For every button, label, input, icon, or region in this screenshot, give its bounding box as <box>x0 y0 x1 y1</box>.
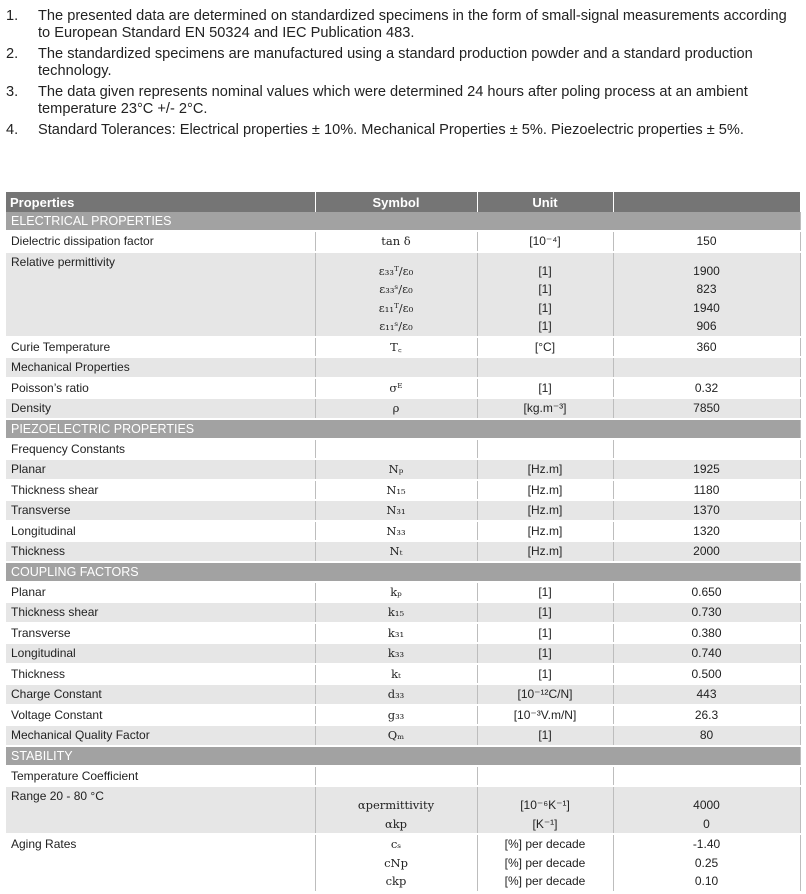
symbol-cell-line <box>321 358 472 377</box>
table-row <box>6 643 800 664</box>
header-unit: Unit <box>477 192 613 212</box>
value-cell-line: 823 <box>696 282 717 296</box>
property-name: Voltage Constant <box>6 705 315 726</box>
table-row <box>6 623 800 644</box>
value-cell-line: 0.740 <box>691 646 722 660</box>
table-row <box>6 480 800 501</box>
value-cell-line: 150 <box>696 234 717 248</box>
property-name: Planar <box>6 459 315 480</box>
value-cell <box>613 459 800 480</box>
table-row <box>6 786 800 834</box>
unit-cell <box>477 725 613 746</box>
note-item <box>6 122 796 139</box>
table-row <box>6 500 800 521</box>
value-cell <box>613 834 800 892</box>
table-row <box>6 705 800 726</box>
unit-cell <box>477 337 613 358</box>
unit-cell <box>477 786 613 834</box>
value-cell <box>613 705 800 726</box>
table-row <box>6 459 800 480</box>
symbol-cell-line: d₃₃ <box>387 687 405 701</box>
unit-cell-line: [10⁻¹²C/N] <box>517 687 573 701</box>
section-row <box>6 212 800 231</box>
section-row <box>6 562 800 582</box>
symbol-cell <box>315 252 477 337</box>
notes-list <box>6 8 796 143</box>
value-cell-line: 0.650 <box>691 584 722 599</box>
unit-cell <box>477 398 613 419</box>
symbol-cell-line: ε₁₁ᵀ/ε₀ <box>378 300 414 315</box>
value-cell-line: 0.25 <box>694 855 719 870</box>
note-number: 2. <box>6 46 19 62</box>
table-row <box>6 602 800 623</box>
property-name: Transverse <box>6 623 315 644</box>
value-cell-line: 1320 <box>693 523 720 538</box>
symbol-cell <box>315 541 477 562</box>
symbol-cell-line: kₜ <box>391 666 401 681</box>
unit-cell-line: [%] per decade <box>504 855 586 870</box>
unit-cell-line: [Hz.m] <box>527 482 563 497</box>
properties-table <box>6 192 801 893</box>
unit-cell-line: [%] per decade <box>504 837 586 851</box>
value-cell <box>613 766 800 787</box>
value-cell-line: 0.380 <box>691 625 722 640</box>
unit-cell-line: [%] per decade <box>504 874 586 888</box>
unit-cell-line: [10⁻⁴] <box>529 234 561 248</box>
symbol-cell-line: ε₁₁ˢ/ε₀ <box>379 319 413 333</box>
header-symbol: Symbol <box>315 192 477 212</box>
unit-cell <box>477 378 613 399</box>
unit-cell <box>477 231 613 252</box>
symbol-cell <box>315 602 477 623</box>
property-name: Mechanical Quality Factor <box>6 725 315 746</box>
unit-cell-line: [1] <box>538 584 552 599</box>
symbol-cell-line: σᴱ <box>389 380 403 395</box>
unit-cell-line: [1] <box>538 605 552 619</box>
property-name: Frequency Constants <box>6 439 315 460</box>
note-text: Standard Tolerances: Electrical properties ± 10%. Mechanical Properties ± 5%. Piezoelectric properties ± 5%. <box>38 122 744 138</box>
unit-cell-line: [1] <box>538 380 552 395</box>
table-row <box>6 725 800 746</box>
symbol-cell <box>315 705 477 726</box>
unit-cell-line: [1] <box>538 263 552 278</box>
section-label: ELECTRICAL PROPERTIES <box>6 212 800 231</box>
table-row <box>6 378 800 399</box>
property-name: Longitudinal <box>6 521 315 542</box>
table-row <box>6 439 800 460</box>
value-cell-line: -1.40 <box>692 837 721 851</box>
unit-cell-line: [1] <box>538 728 552 742</box>
symbol-cell-line: N₃₁ <box>386 503 406 517</box>
property-name: Thickness <box>6 664 315 685</box>
unit-cell <box>477 480 613 501</box>
property-name: Temperature Coefficient <box>6 766 315 787</box>
symbol-cell <box>315 766 477 787</box>
property-name: Charge Constant <box>6 684 315 705</box>
value-cell <box>613 378 800 399</box>
section-label: PIEZOELECTRIC PROPERTIES <box>6 419 800 439</box>
unit-cell <box>477 521 613 542</box>
table-row <box>6 521 800 542</box>
note-text: The presented data are determined on standardized specimens in the form of small-signal measurements according to European Standard EN 50324 and IEC Publication 483. <box>38 8 787 41</box>
table-header-row <box>6 192 800 212</box>
value-cell-line: 2000 <box>693 544 720 558</box>
value-cell <box>613 684 800 705</box>
value-cell <box>613 786 800 834</box>
unit-cell <box>477 705 613 726</box>
symbol-cell-line: ε₃₃ˢ/ε₀ <box>379 282 413 296</box>
unit-cell-line: [K⁻¹] <box>532 816 558 831</box>
unit-cell <box>477 541 613 562</box>
property-name: Range 20 - 80 °C <box>6 786 315 834</box>
value-cell-line: 7850 <box>693 401 720 415</box>
property-name: Aging Rates <box>6 834 315 892</box>
symbol-cell-line: cₛ <box>390 837 402 851</box>
unit-cell-line: [Hz.m] <box>527 523 563 538</box>
table-row <box>6 834 800 892</box>
value-cell-line: 0 <box>703 816 710 831</box>
unit-cell-line: [1] <box>538 282 552 296</box>
unit-cell <box>477 766 613 787</box>
note-number: 3. <box>6 84 19 100</box>
property-name: Transverse <box>6 500 315 521</box>
value-cell <box>613 231 800 252</box>
note-item <box>6 84 796 118</box>
symbol-cell <box>315 378 477 399</box>
symbol-cell <box>315 337 477 358</box>
unit-cell <box>477 602 613 623</box>
value-cell <box>613 725 800 746</box>
unit-cell <box>477 500 613 521</box>
section-label: STABILITY <box>6 746 800 766</box>
unit-cell-line: [1] <box>538 625 552 640</box>
value-cell <box>613 602 800 623</box>
value-cell <box>613 252 800 337</box>
property-name: Relative permittivity <box>6 252 315 337</box>
value-cell <box>613 500 800 521</box>
value-cell <box>613 582 800 603</box>
symbol-cell <box>315 643 477 664</box>
symbol-cell <box>315 834 477 892</box>
value-cell-line: 0.500 <box>691 666 722 681</box>
value-cell-line: 0.730 <box>691 605 722 619</box>
symbol-cell-line: g₃₃ <box>387 707 405 722</box>
symbol-cell-line: ε₃₃ᵀ/ε₀ <box>378 263 414 278</box>
table-row <box>6 252 800 337</box>
value-cell-line <box>619 440 795 459</box>
value-cell-line: 906 <box>696 319 717 333</box>
unit-cell-line: [kg.m⁻³] <box>523 401 567 415</box>
note-text: The data given represents nominal values which were determined 24 hours after poling process at an ambient temperature 23°C +/- 2°C. <box>38 84 748 117</box>
symbol-cell-line: Qₘ <box>387 728 405 742</box>
value-cell <box>613 439 800 460</box>
symbol-cell-line: Nₚ <box>388 462 404 476</box>
value-cell-line <box>619 358 795 377</box>
unit-cell <box>477 834 613 892</box>
unit-cell-line: [°C] <box>534 339 556 354</box>
symbol-cell-line: tan δ <box>381 234 411 248</box>
header-value <box>613 192 800 212</box>
symbol-cell-line: αkp <box>384 816 408 831</box>
table-row <box>6 541 800 562</box>
unit-cell <box>477 623 613 644</box>
symbol-cell-line: N₁₅ <box>386 482 406 497</box>
unit-cell-line: [1] <box>538 319 552 333</box>
symbol-cell-line: kₚ <box>390 584 402 599</box>
symbol-cell-line: k₃₃ <box>387 646 405 660</box>
note-item <box>6 8 796 42</box>
unit-cell-line: [1] <box>538 666 552 681</box>
symbol-cell-line: Nₜ <box>389 544 403 558</box>
unit-cell-line: [10⁻⁶K⁻¹] <box>520 798 570 812</box>
table-row <box>6 684 800 705</box>
value-cell <box>613 337 800 358</box>
symbol-cell <box>315 521 477 542</box>
note-text: The standardized specimens are manufactured using a standard production powder and a standard production technology. <box>38 46 753 79</box>
table-row <box>6 582 800 603</box>
property-name: Thickness shear <box>6 480 315 501</box>
symbol-cell-line <box>321 767 472 786</box>
symbol-cell <box>315 582 477 603</box>
value-cell <box>613 521 800 542</box>
symbol-cell-line: k₁₅ <box>387 605 405 619</box>
value-cell-line: 0.32 <box>694 380 719 395</box>
note-number: 4. <box>6 122 19 138</box>
property-name: Dielectric dissipation factor <box>6 231 315 252</box>
table-row <box>6 357 800 378</box>
unit-cell <box>477 664 613 685</box>
table-row <box>6 664 800 685</box>
unit-cell <box>477 439 613 460</box>
unit-cell-line: [Hz.m] <box>527 462 563 476</box>
value-cell-line: 1900 <box>693 263 720 278</box>
unit-cell-line: [1] <box>538 300 552 315</box>
symbol-cell <box>315 231 477 252</box>
property-name: Curie Temperature <box>6 337 315 358</box>
value-cell <box>613 541 800 562</box>
note-number: 1. <box>6 8 19 24</box>
value-cell <box>613 623 800 644</box>
value-cell-line: 1940 <box>693 300 720 315</box>
table-row <box>6 337 800 358</box>
value-cell <box>613 664 800 685</box>
symbol-cell <box>315 357 477 378</box>
symbol-cell <box>315 664 477 685</box>
value-cell-line: 1180 <box>693 482 720 497</box>
property-name: Mechanical Properties <box>6 357 315 378</box>
unit-cell-line <box>483 440 608 459</box>
symbol-cell-line: N₃₃ <box>386 523 406 538</box>
property-name: Thickness <box>6 541 315 562</box>
unit-cell <box>477 357 613 378</box>
unit-cell-line: [Hz.m] <box>527 544 563 558</box>
unit-cell <box>477 643 613 664</box>
symbol-cell <box>315 500 477 521</box>
note-item <box>6 46 796 80</box>
unit-cell <box>477 684 613 705</box>
value-cell <box>613 398 800 419</box>
section-row <box>6 746 800 766</box>
unit-cell <box>477 582 613 603</box>
symbol-cell-line: k₃₁ <box>387 625 405 640</box>
unit-cell-line: [10⁻³V.m/N] <box>513 707 577 722</box>
symbol-cell-line: αpermittivity <box>357 798 435 812</box>
symbol-cell <box>315 480 477 501</box>
value-cell-line: 26.3 <box>694 707 719 722</box>
property-name: Density <box>6 398 315 419</box>
unit-cell-line: [Hz.m] <box>527 503 563 517</box>
value-cell-line <box>619 767 795 786</box>
symbol-cell-line: cNp <box>384 855 408 870</box>
unit-cell <box>477 252 613 337</box>
unit-cell-line <box>483 767 608 786</box>
value-cell-line: 1370 <box>693 503 720 517</box>
symbol-cell <box>315 623 477 644</box>
section-row <box>6 419 800 439</box>
table-row <box>6 398 800 419</box>
property-name: Planar <box>6 582 315 603</box>
value-cell-line: 4000 <box>693 798 720 812</box>
property-name: Poisson’s ratio <box>6 378 315 399</box>
value-cell <box>613 643 800 664</box>
value-cell-line: 80 <box>699 728 714 742</box>
symbol-cell <box>315 398 477 419</box>
symbol-cell <box>315 439 477 460</box>
value-cell-line: 360 <box>696 339 717 354</box>
property-name: Thickness shear <box>6 602 315 623</box>
unit-cell-line <box>483 358 608 377</box>
symbol-cell-line <box>321 440 472 459</box>
symbol-cell-line: T꜀ <box>390 339 402 354</box>
value-cell-line: 1925 <box>693 462 720 476</box>
section-label: COUPLING FACTORS <box>6 562 800 582</box>
unit-cell-line: [1] <box>538 646 552 660</box>
symbol-cell <box>315 786 477 834</box>
value-cell <box>613 480 800 501</box>
header-properties: Properties <box>6 192 315 212</box>
table-row <box>6 231 800 252</box>
symbol-cell <box>315 725 477 746</box>
symbol-cell-line: ckp <box>385 874 407 888</box>
symbol-cell <box>315 459 477 480</box>
value-cell-line: 443 <box>696 687 717 701</box>
value-cell-line: 0.10 <box>694 874 719 888</box>
symbol-cell <box>315 684 477 705</box>
symbol-cell-line: ρ <box>392 401 400 415</box>
property-name: Longitudinal <box>6 643 315 664</box>
value-cell <box>613 357 800 378</box>
table-row <box>6 766 800 787</box>
unit-cell <box>477 459 613 480</box>
